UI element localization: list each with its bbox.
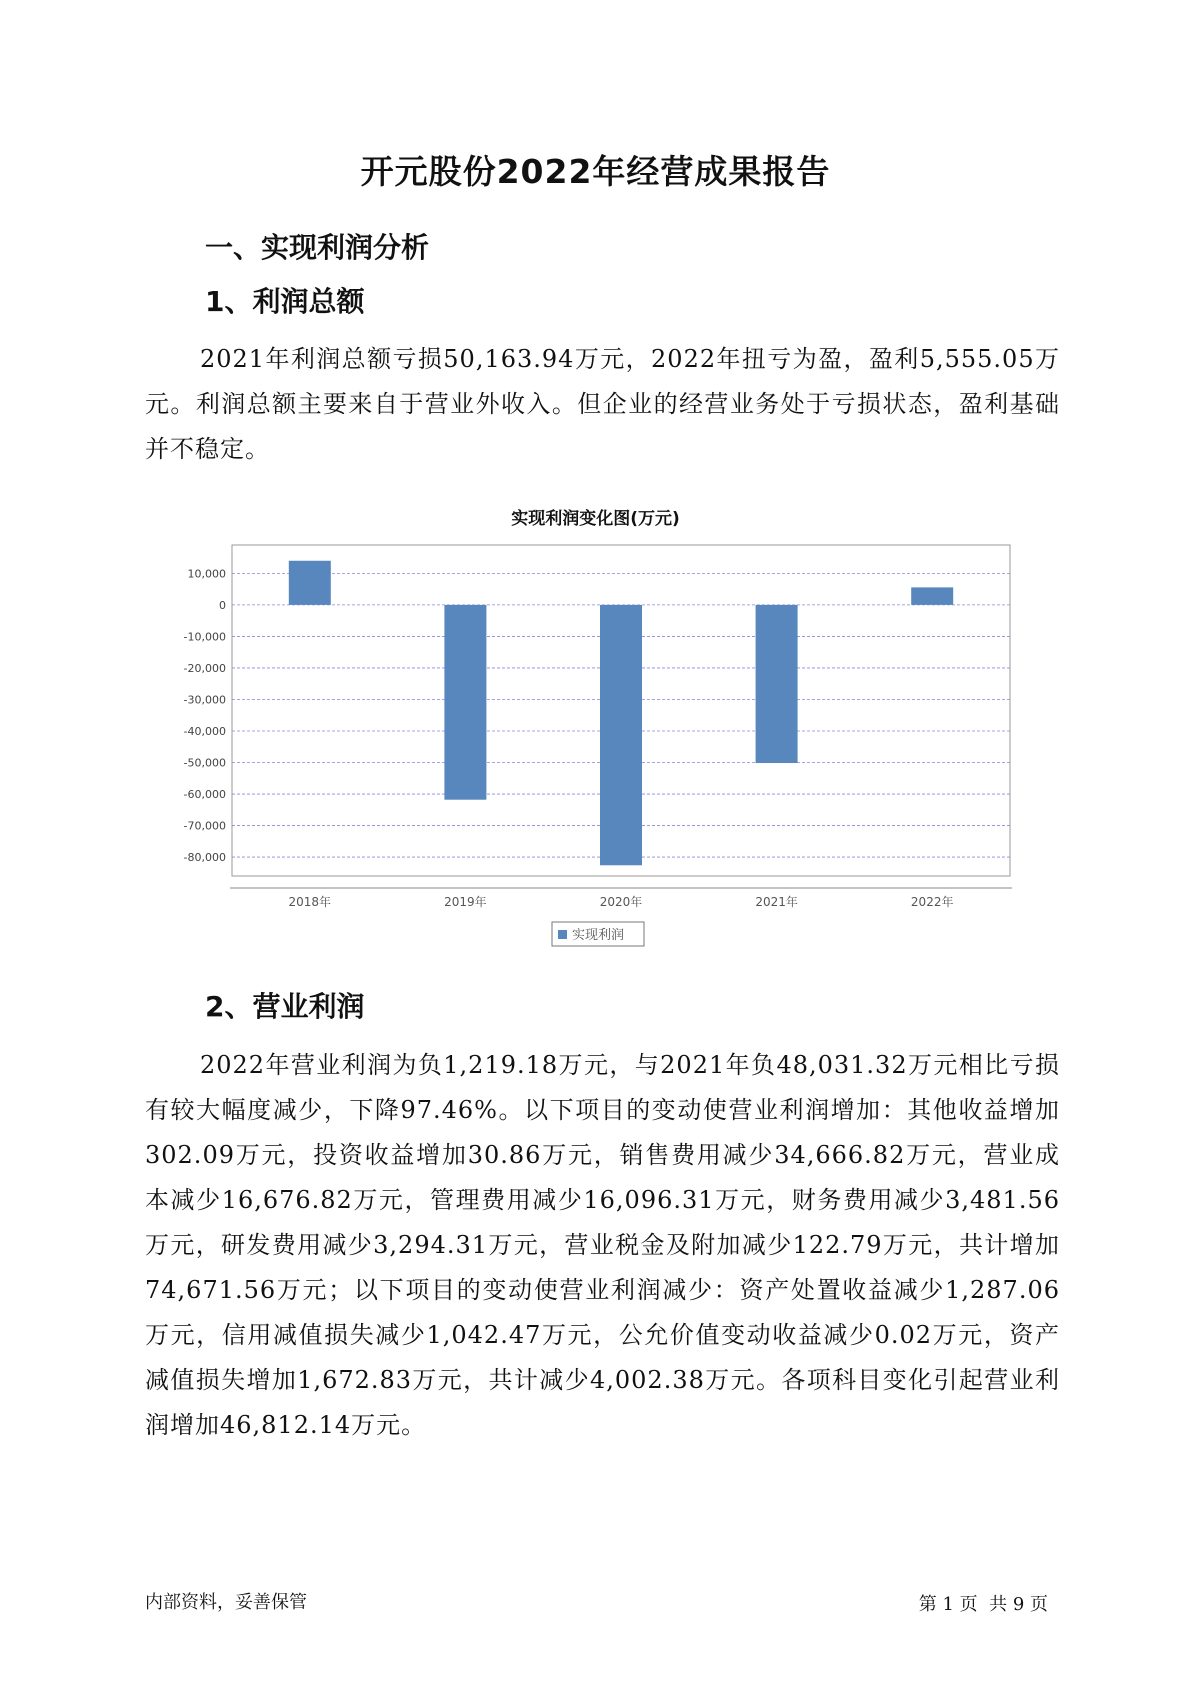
paragraph-total-profit: 2021年利润总额亏损50,163.94万元，2022年扭亏为盈，盈利5,555.05万元。利润总额主要来自于营业外收入。但企业的经营业务处于亏损状态，盈利基础并不稳定。 [145,345,1060,463]
x-tick-label: 2022年 [910,895,954,909]
y-tick-label: -20,000 [183,661,226,675]
x-tick-label: 2019年 [444,895,487,909]
bar-2021年 [756,605,798,763]
subsection-heading-operating-profit: 2、营业利润 [205,990,365,1023]
chart-title: 实现利润变化图(万元) [511,509,680,529]
x-tick-label: 2018年 [288,895,332,909]
subsection-heading-total-profit: 1、利润总额 [205,285,365,318]
x-tick-label: 2021年 [755,895,798,909]
y-tick-label: -30,000 [183,693,226,707]
legend-swatch [558,930,567,939]
bar-2022年 [911,587,953,605]
y-tick-label: -50,000 [183,756,226,770]
y-tick-label: -10,000 [183,630,226,644]
footer-confidential-note: 内部资料，妥善保管 [145,1592,307,1613]
y-tick-label: 0 [219,598,226,612]
y-tick-label: -60,000 [183,788,226,802]
y-tick-label: 10,000 [187,567,226,581]
y-tick-label: -40,000 [183,724,226,738]
footer-page-number: 第 1 页 共 9 页 [918,1594,1048,1615]
legend-label: 实现利润 [572,928,625,943]
bar-2019年 [444,605,486,800]
profit-bar-chart [150,530,1030,950]
y-tick-label: -70,000 [183,819,226,833]
section-heading: 一、实现利润分析 [205,231,430,264]
paragraph-operating-profit: 2022年营业利润为负1,219.18万元，与2021年负48,031.32万元相比亏损有较大幅度减少，下降97.46%。以下项目的变动使营业利润增加：其他收益增加302.09万元，投资收益增加30.86万元，销售费用减少34,666.82万元，营业成本减少16,676.82万元，管理费用减少16,096.31万元，财务费用减少3,481.56万元，研发费用减少3,294.31万元，营业税金及附加减少122.79万元，共计增加74,671.56万元；以下项目的变动使营业利润减少：资产处置收益减少1,287.06万元，信用减值损失减少1,042.47万元，公允价值变动收益减少0.02万元，资产减值损失增加1,672.83万元，共计减少4,002.38万元。各项科目变化引起营业利润增加46,812.14万元。 [145,1051,1060,1439]
x-tick-label: 2020年 [599,895,643,909]
y-tick-label: -80,000 [183,851,226,865]
bar-2020年 [600,605,642,865]
document-title: 开元股份2022年经营成果报告 [360,152,831,191]
bar-2018年 [289,561,331,605]
